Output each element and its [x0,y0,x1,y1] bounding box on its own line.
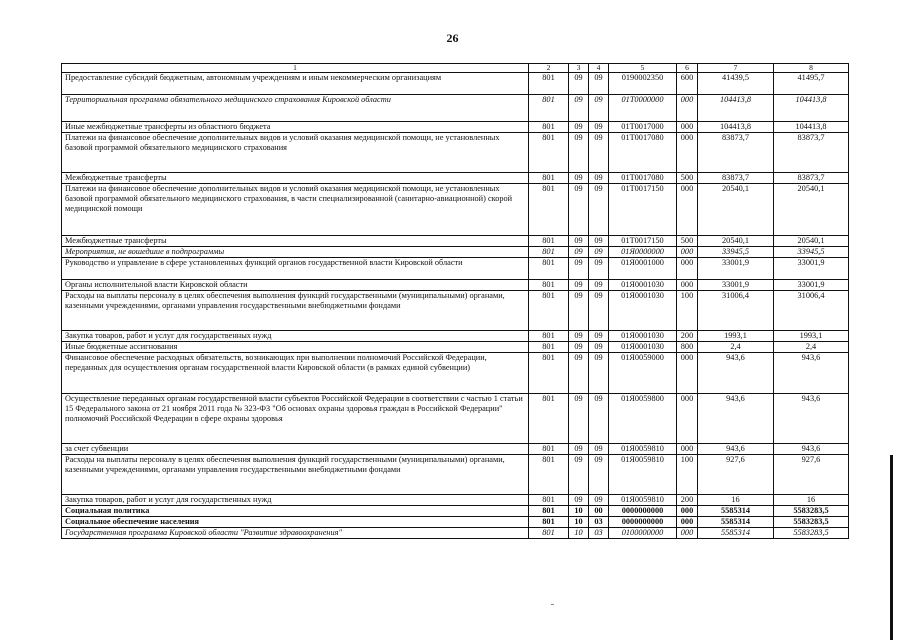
row-code-ministry: 801 [529,236,569,247]
table-row [62,122,849,133]
row-value-year2: 104413,8 [774,122,849,133]
row-value-year2: 33945,5 [774,247,849,258]
row-name: Социальная политика [62,506,529,517]
row-name: Иные межбюджетные трансферты из областного бюджета [62,122,529,133]
row-code-target: 01Я0000000 [609,247,677,258]
row-code-target: 01Т0017080 [609,173,677,184]
row-value-year2: 5583283,5 [774,517,849,528]
table-row [62,517,849,528]
row-code-section: 09 [569,173,589,184]
table-row [62,95,849,122]
column-header: 4 [589,64,609,73]
row-code-target: 01Я0059810 [609,495,677,506]
row-code-type: 000 [677,394,698,444]
row-code-section: 09 [569,495,589,506]
row-code-subsection: 03 [589,528,609,539]
table-row [62,444,849,455]
row-code-subsection: 09 [589,184,609,236]
row-name: Платежи на финансовое обеспечение дополнительных видов и условий оказания медицинской помощи, не установленных базовой программой обязательного медицинского страхования, в части специализированной (санитарно-авиационной) скорой медицинской помощи [62,184,529,236]
row-value-year1: 5585314 [698,506,774,517]
row-code-type: 000 [677,353,698,394]
row-value-year1: 5585314 [698,528,774,539]
row-code-section: 10 [569,517,589,528]
table-row [62,342,849,353]
row-value-year1: 83873,7 [698,133,774,173]
row-code-ministry: 801 [529,394,569,444]
table-row [62,247,849,258]
row-value-year2: 16 [774,495,849,506]
row-name: Платежи на финансовое обеспечение дополнительных видов и условий оказания медицинской помощи, не установленных базовой программой обязательного медицинского страхования [62,133,529,173]
row-code-section: 09 [569,394,589,444]
row-value-year1: 31006,4 [698,291,774,331]
row-value-year2: 41495,7 [774,73,849,95]
row-code-section: 09 [569,247,589,258]
row-code-ministry: 801 [529,291,569,331]
row-value-year2: 33001,9 [774,258,849,280]
row-code-target: 01Т0017080 [609,133,677,173]
row-code-section: 10 [569,528,589,539]
row-code-target: 0000000000 [609,506,677,517]
row-code-ministry: 801 [529,73,569,95]
row-code-ministry: 801 [529,528,569,539]
row-code-ministry: 801 [529,173,569,184]
row-code-type: 600 [677,73,698,95]
row-code-section: 09 [569,331,589,342]
budget-table [61,63,849,539]
row-name: Органы исполнительной власти Кировской области [62,280,529,291]
row-code-target: 01Я0001030 [609,291,677,331]
row-value-year1: 33001,9 [698,258,774,280]
row-value-year2: 1993,1 [774,331,849,342]
row-code-target: 01Я0059810 [609,444,677,455]
row-value-year1: 943,6 [698,444,774,455]
row-value-year2: 5583283,5 [774,506,849,517]
row-code-section: 10 [569,506,589,517]
row-code-subsection: 09 [589,258,609,280]
row-value-year1: 33945,5 [698,247,774,258]
row-code-type: 000 [677,258,698,280]
table-row [62,353,849,394]
table-row [62,133,849,173]
row-value-year2: 31006,4 [774,291,849,331]
row-code-ministry: 801 [529,184,569,236]
row-code-type: 500 [677,236,698,247]
table-row [62,280,849,291]
row-code-section: 09 [569,236,589,247]
row-value-year2: 33001,9 [774,280,849,291]
row-code-ministry: 801 [529,342,569,353]
row-code-subsection: 09 [589,73,609,95]
row-code-target: 0100000000 [609,528,677,539]
row-code-section: 09 [569,258,589,280]
row-code-target: 0000000000 [609,517,677,528]
row-code-ministry: 801 [529,455,569,495]
row-code-target: 01Я0059000 [609,353,677,394]
row-code-subsection: 09 [589,353,609,394]
row-code-section: 09 [569,184,589,236]
row-name: Расходы на выплаты персоналу в целях обеспечения выполнения функций государственными (муниципальными) органами, казенными учреждениями, органами управления государственными внебюджетными фондами [62,455,529,495]
row-code-subsection: 09 [589,95,609,122]
row-code-section: 09 [569,455,589,495]
row-code-type: 500 [677,173,698,184]
column-header: 7 [698,64,774,73]
row-code-ministry: 801 [529,331,569,342]
row-code-ministry: 801 [529,517,569,528]
table-row [62,394,849,444]
column-header: 6 [677,64,698,73]
row-value-year1: 104413,8 [698,122,774,133]
table-row [62,236,849,247]
row-name: Территориальная программа обязательного медицинского страхования Кировской области [62,95,529,122]
row-code-type: 000 [677,444,698,455]
row-code-ministry: 801 [529,280,569,291]
row-code-target: 01Т0000000 [609,95,677,122]
row-value-year1: 20540,1 [698,236,774,247]
row-code-subsection: 09 [589,444,609,455]
row-code-target: 01Т0017150 [609,184,677,236]
row-code-ministry: 801 [529,444,569,455]
row-name: Руководство и управление в сфере установленных функций органов государственной власти Кировской области [62,258,529,280]
row-code-target: 01Я0001000 [609,258,677,280]
row-code-type: 000 [677,280,698,291]
column-header: 3 [569,64,589,73]
row-name: Осуществление переданных органам государственной власти субъектов Российской Федерации в соответствии с частью 1 статьи 15 Федерального закона от 21 ноября 2011 года № 323-ФЗ "Об основах охраны здоровья граждан в Российской Федерации" полномочий Российской Федерации в сфере охраны здоровья [62,394,529,444]
row-code-subsection: 09 [589,342,609,353]
row-code-section: 09 [569,280,589,291]
row-value-year2: 83873,7 [774,173,849,184]
row-name: Закупка товаров, работ и услуг для государственных нужд [62,495,529,506]
table-row [62,291,849,331]
row-code-section: 09 [569,95,589,122]
row-code-ministry: 801 [529,495,569,506]
row-code-subsection: 09 [589,236,609,247]
row-value-year2: 104413,8 [774,95,849,122]
row-code-subsection: 09 [589,133,609,173]
row-code-ministry: 801 [529,258,569,280]
row-code-target: 01Я0001030 [609,280,677,291]
table-row [62,506,849,517]
row-code-section: 09 [569,122,589,133]
row-value-year1: 83873,7 [698,173,774,184]
table-row [62,495,849,506]
table-row [62,173,849,184]
row-code-section: 09 [569,444,589,455]
row-value-year2: 5583283,5 [774,528,849,539]
table-row [62,184,849,236]
row-code-section: 09 [569,73,589,95]
scan-speck [551,604,554,605]
row-name: Закупка товаров, работ и услуг для государственных нужд [62,331,529,342]
row-name: за счет субвенции [62,444,529,455]
row-code-subsection: 09 [589,394,609,444]
row-code-ministry: 801 [529,122,569,133]
row-code-type: 000 [677,122,698,133]
row-value-year1: 2,4 [698,342,774,353]
row-code-type: 100 [677,455,698,495]
row-value-year2: 83873,7 [774,133,849,173]
row-value-year1: 16 [698,495,774,506]
row-name: Финансовое обеспечение расходных обязательств, возникающих при выполнении полномочий Российской Федерации, переданных для осуществления органам государственной власти Кировской области (в рамках единой субвенции) [62,353,529,394]
row-value-year1: 104413,8 [698,95,774,122]
row-name: Межбюджетные трансферты [62,236,529,247]
row-value-year2: 943,6 [774,444,849,455]
column-header: 2 [529,64,569,73]
row-name: Государственная программа Кировской области "Развитие здравоохранения" [62,528,529,539]
row-code-ministry: 801 [529,353,569,394]
row-code-subsection: 09 [589,280,609,291]
row-value-year1: 5585314 [698,517,774,528]
row-name: Социальное обеспечение населения [62,517,529,528]
row-value-year2: 20540,1 [774,236,849,247]
row-code-type: 000 [677,184,698,236]
table-row [62,258,849,280]
column-header: 1 [62,64,529,73]
row-value-year2: 20540,1 [774,184,849,236]
row-value-year1: 943,6 [698,394,774,444]
row-code-subsection: 03 [589,517,609,528]
row-code-section: 09 [569,353,589,394]
row-code-target: 01Т0017000 [609,122,677,133]
row-value-year1: 943,6 [698,353,774,394]
row-code-subsection: 09 [589,247,609,258]
row-code-section: 09 [569,133,589,173]
row-code-ministry: 801 [529,133,569,173]
row-code-subsection: 09 [589,455,609,495]
row-code-subsection: 09 [589,122,609,133]
row-code-type: 200 [677,331,698,342]
row-code-type: 200 [677,495,698,506]
row-code-type: 000 [677,133,698,173]
table-row [62,455,849,495]
header-row [62,64,849,73]
row-code-subsection: 09 [589,291,609,331]
row-name: Мероприятия, не вошедшие в подпрограммы [62,247,529,258]
row-code-type: 000 [677,528,698,539]
column-header: 8 [774,64,849,73]
row-code-target: 01Я0059810 [609,455,677,495]
column-header: 5 [609,64,677,73]
row-code-target: 0190002350 [609,73,677,95]
row-code-type: 000 [677,247,698,258]
row-code-target: 01Я0001030 [609,331,677,342]
row-code-section: 09 [569,342,589,353]
row-code-target: 01Я0001030 [609,342,677,353]
row-code-type: 000 [677,517,698,528]
row-code-type: 000 [677,506,698,517]
row-code-subsection: 09 [589,173,609,184]
row-code-type: 800 [677,342,698,353]
row-value-year2: 943,6 [774,353,849,394]
row-code-target: 01Т0017150 [609,236,677,247]
row-code-subsection: 00 [589,506,609,517]
row-code-section: 09 [569,291,589,331]
row-value-year1: 33001,9 [698,280,774,291]
row-value-year2: 943,6 [774,394,849,444]
row-code-subsection: 09 [589,331,609,342]
row-code-type: 000 [677,95,698,122]
row-name: Межбюджетные трансферты [62,173,529,184]
row-name: Иные бюджетные ассигнования [62,342,529,353]
row-value-year1: 1993,1 [698,331,774,342]
table-row [62,331,849,342]
row-value-year2: 927,6 [774,455,849,495]
row-code-ministry: 801 [529,247,569,258]
row-code-ministry: 801 [529,506,569,517]
page-edge-bar [890,455,893,640]
row-code-ministry: 801 [529,95,569,122]
row-code-subsection: 09 [589,495,609,506]
row-value-year1: 41439,5 [698,73,774,95]
table-row [62,73,849,95]
row-value-year1: 20540,1 [698,184,774,236]
table-row [62,528,849,539]
row-name: Расходы на выплаты персоналу в целях обеспечения выполнения функций государственными (муниципальными) органами, казенными учреждениями, органами управления государственными внебюджетными фондами [62,291,529,331]
row-name: Предоставление субсидий бюджетным, автономным учреждениям и иным некоммерческим организациям [62,73,529,95]
row-value-year2: 2,4 [774,342,849,353]
page-number: 26 [446,31,459,45]
row-value-year1: 927,6 [698,455,774,495]
row-code-target: 01Я0059800 [609,394,677,444]
row-code-type: 100 [677,291,698,331]
